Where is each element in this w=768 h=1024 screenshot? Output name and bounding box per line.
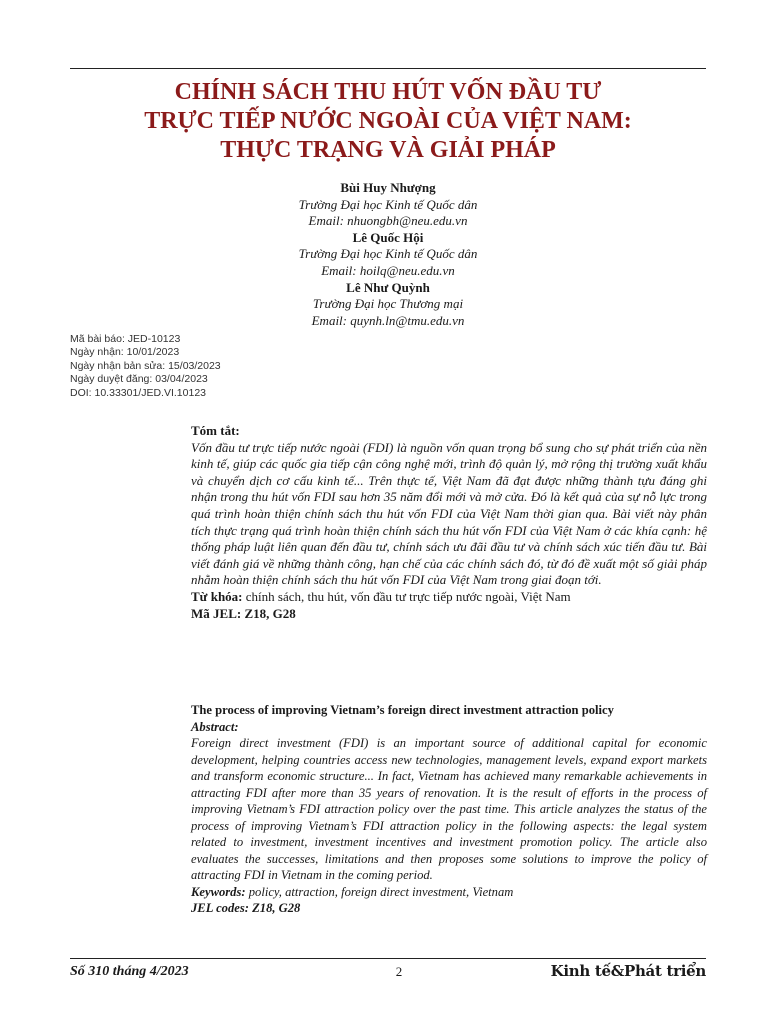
revised-date: Ngày nhận bản sửa: 15/03/2023 (70, 359, 221, 372)
en-jel-codes: JEL codes: Z18, G28 (191, 901, 301, 915)
article-code: Mã bài báo: JED-10123 (70, 333, 181, 345)
bottom-rule (70, 958, 706, 959)
vn-abstract-heading: Tóm tắt: (191, 423, 240, 438)
vn-abstract-body: Vốn đầu tư trực tiếp nước ngoài (FDI) là nguồn vốn quan trọng bổ sung cho sự phát triển của nền kinh tế, giúp các quốc gia tiếp cận công nghệ mới, trình độ quản lý, mở rộng thị trường xuất khẩu và chuyển dịch cơ cấu kinh tế... Trên thực tế, Việt Nam đã đạt được những thành tựu đáng ghi nhận trong thu hút vốn FDI sau hơn 35 năm đổi mới và mở cửa. Đó là kết quả của sự nỗ lực trong quá trình hoàn thiện chính sách thu hút vốn FDI của Việt Nam thời gian qua. Bài viết này phân tích thực trạng quá trình hoàn thiện chính sách thu hút vốn FDI của Việt Nam ở các khía cạnh: hệ thống pháp luật liên quan đến đầu tư, chính sách ưu đãi đầu tư và chính sách xúc tiến đầu tư. Bài viết đánh giá về những thành công, hạn chế của các chính sách đó, từ đó đề xuất một số giải pháp nhằm hoàn thiện chính sách thu hút vốn FDI của Việt Nam trong giai đoạn tới. (191, 439, 707, 588)
page-number: 2 (395, 964, 403, 979)
author-email-2[interactable]: Email: hoilq@neu.edu.vn (321, 262, 455, 278)
author-name-3: Lê Như Quỳnh (346, 279, 430, 295)
author-affiliation-3: Trường Đại học Thương mại (312, 296, 464, 312)
accepted-date: Ngày duyệt đăng: 03/04/2023 (70, 373, 208, 386)
author-email-3[interactable]: Email: quynh.ln@tmu.edu.vn (311, 312, 465, 328)
title-line-3: THỰC TRẠNG VÀ GIẢI PHÁP (220, 137, 556, 163)
author-name-1: Bùi Huy Nhượng (340, 180, 436, 195)
en-title: The process of improving Vietnam’s foreign direct investment attraction policy (191, 703, 614, 717)
vietnamese-abstract (191, 423, 707, 622)
vn-keywords-line (191, 589, 707, 606)
author-block (200, 180, 576, 329)
top-rule (70, 68, 706, 69)
en-keywords: policy, attraction, foreign direct investment, Vietnam (245, 884, 514, 899)
issue-number: Số 310 tháng 4/2023 (70, 964, 189, 979)
title-line-1: CHÍNH SÁCH THU HÚT VỐN ĐẦU TƯ (174, 79, 602, 105)
en-keywords-label: Keywords: (191, 884, 246, 899)
en-abstract-heading: Abstract: (191, 719, 239, 734)
journal-name: Kinh tế&Phát triển (550, 962, 706, 980)
vn-keywords-label: Từ khóa: (191, 588, 243, 604)
article-title (70, 78, 706, 165)
en-keywords-line (191, 884, 707, 901)
received-date: Ngày nhận: 10/01/2023 (70, 346, 180, 359)
article-metadata (70, 333, 320, 400)
en-abstract-body: Foreign direct investment (FDI) is an important source of additional capital for economic development, helping countries access new technologies, management levels, expand export markets and transform economic structure... In fact, Vietnam has achieved many remarkable achievements in attracting FDI after more than 35 years of renovation. It is the result of efforts in the process of improving Vietnam’s FDI attraction policy over the past time. This article analyzes the status of the process of improving Vietnam’s FDI attraction policy in the following aspects: the legal system related to investment, investment incentives and investment promotion policy. The article also evaluates the successes, limitations and then proposes some solutions to improve the policy of attracting FDI in Vietnam in the coming period. (191, 736, 707, 882)
vn-keywords: chính sách, thu hút, vốn đầu tư trực tiếp nước ngoài, Việt Nam (242, 588, 571, 604)
english-abstract (191, 702, 707, 917)
author-email-1[interactable]: Email: nhuongbh@neu.edu.vn (308, 213, 468, 229)
title-line-2: TRỰC TIẾP NƯỚC NGOÀI CỦA VIỆT NAM: (144, 108, 632, 134)
doi[interactable]: DOI: 10.33301/JED.VI.10123 (70, 386, 207, 399)
author-name-2: Lê Quốc Hội (352, 229, 424, 245)
author-affiliation-1: Trường Đại học Kinh tế Quốc dân (298, 196, 478, 212)
vn-jel-codes: Mã JEL: Z18, G28 (191, 605, 296, 621)
author-affiliation-2: Trường Đại học Kinh tế Quốc dân (298, 246, 478, 262)
